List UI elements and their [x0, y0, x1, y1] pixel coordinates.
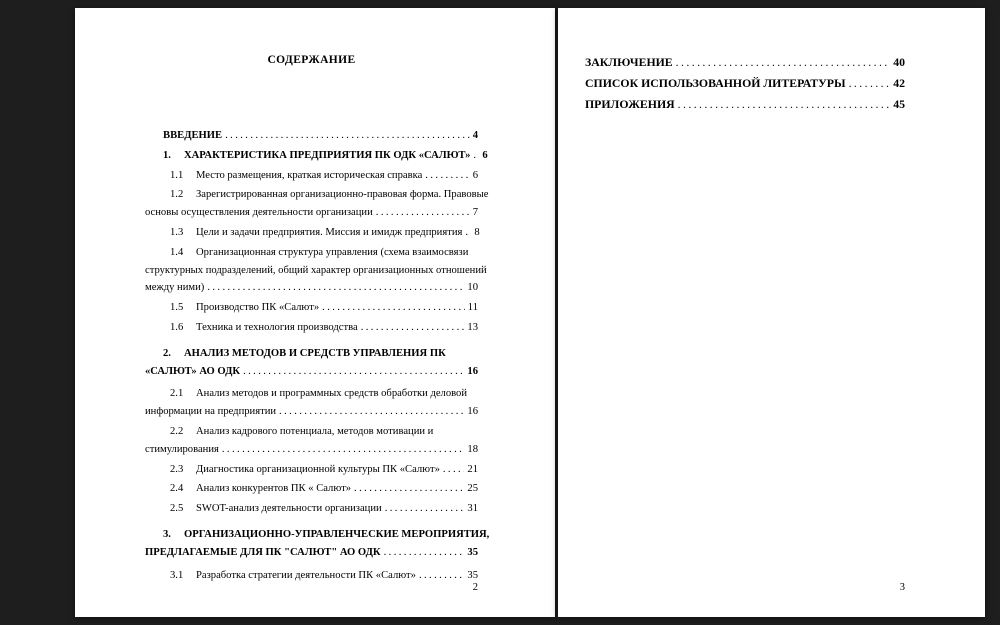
page-number-footer: 2: [472, 582, 478, 593]
dot-leader: [465, 224, 471, 242]
page-2[interactable]: [75, 8, 555, 617]
toc-entry-label: Техника и технология производства: [196, 321, 358, 333]
toc-entry-page: 45: [893, 97, 905, 111]
toc-entry-label: ЗАКЛЮЧЕНИЕ: [585, 55, 673, 69]
toc-entry[interactable]: [145, 224, 478, 242]
toc-entry-page: 16: [467, 365, 478, 377]
toc-entry-label: Зарегистрированная организационно-правовая форма. Правовые: [196, 189, 489, 201]
toc-entry-continuation[interactable]: [145, 204, 478, 222]
toc-entry-number: 1.2: [170, 189, 184, 201]
toc-entry-page: 8: [474, 226, 480, 238]
page-number-footer: 3: [899, 582, 905, 593]
toc-entry-number: 2.: [163, 347, 171, 359]
toc-entry-number: 2.1: [170, 388, 184, 400]
toc-entry-label: Анализ кадрового потенциала, методов мотивации и: [196, 425, 434, 437]
toc-entry-label: информации на предприятии: [145, 406, 277, 418]
toc-entry-page: 35: [467, 569, 478, 581]
toc-entry-label: Цели и задачи предприятия. Миссия и имидж предприятия: [196, 226, 463, 238]
toc-entry-label: АНАЛИЗ МЕТОДОВ И СРЕДСТВ УПРАВЛЕНИЯ ПК: [184, 347, 446, 359]
toc-entry-page: 13: [467, 321, 478, 333]
dot-leader: [222, 441, 465, 459]
toc-entry-number: 2.4: [170, 483, 184, 495]
dot-leader: [207, 279, 464, 297]
toc-entry-label: Производство ПК «Салют»: [196, 302, 320, 314]
toc-entry-label: основы осуществления деятельности организации: [145, 207, 373, 219]
toc-entry-page: 10: [467, 282, 478, 294]
toc-entry[interactable]: [145, 319, 478, 337]
toc-entry-label: СПИСОК ИСПОЛЬЗОВАННОЙ ЛИТЕРАТУРЫ: [585, 76, 846, 90]
toc-entry-label: ВВЕДЕНИЕ: [163, 130, 223, 141]
toc-entry-number: 3.1: [170, 569, 184, 581]
toc-entry-page: 31: [467, 503, 478, 515]
toc-entry-label: Разработка стратегии деятельности ПК «Салют»: [196, 569, 416, 581]
toc-entry-continuation[interactable]: [145, 403, 478, 421]
toc-entry-page: 40: [893, 55, 905, 69]
toc-entry[interactable]: [145, 480, 478, 498]
dot-leader: [361, 319, 465, 337]
toc-entry-continuation[interactable]: [145, 363, 478, 381]
toc-entry-label: между ними): [145, 282, 205, 294]
toc-entry-number: 1.3: [170, 226, 184, 238]
toc-entry-label: ПРИЛОЖЕНИЯ: [585, 97, 675, 111]
dot-leader: [385, 500, 465, 518]
dot-leader: [225, 127, 470, 145]
toc-entry-label: Место размещения, краткая историческая справка: [196, 169, 423, 181]
toc-entry-label: ПРЕДЛАГАЕМЫЕ ДЛЯ ПК "САЛЮТ" АО ОДК: [145, 546, 381, 558]
toc-entry[interactable]: [145, 299, 478, 317]
dot-leader: [443, 461, 465, 479]
toc-entry-label: Анализ конкурентов ПК « Салют»: [196, 483, 352, 495]
toc-entry-number: 2.2: [170, 425, 184, 437]
dot-leader: [354, 480, 464, 498]
dot-leader: [384, 544, 465, 562]
toc-title: СОДЕРЖАНИЕ: [267, 54, 356, 66]
dot-leader: [419, 567, 464, 585]
toc-entry-page: 21: [467, 463, 478, 475]
dot-leader: [322, 299, 465, 317]
toc-entry[interactable]: [145, 147, 488, 165]
toc-entry-number: 1.1: [170, 169, 184, 181]
toc-entry-label: ХАРАКТЕРИСТИКА ПРЕДПРИЯТИЯ ПК ОДК «САЛЮТ»: [184, 149, 471, 161]
toc-entry[interactable]: [145, 385, 478, 403]
toc-entry-label: стимулирования: [145, 443, 219, 455]
toc-entry-page: 25: [467, 483, 478, 495]
toc-entry[interactable]: [585, 73, 905, 94]
toc-entry-continuation[interactable]: [145, 279, 478, 297]
dot-leader: [676, 52, 891, 73]
toc-entry-label: Организационная структура управления (схема взаимосвязи: [196, 246, 469, 258]
toc-entry-continuation[interactable]: [145, 544, 478, 562]
toc-entry-page: 6: [472, 169, 478, 181]
dot-leader: [849, 73, 891, 94]
toc-entry-continuation[interactable]: [145, 262, 487, 280]
toc-entry[interactable]: [145, 423, 478, 441]
toc-list: [145, 125, 490, 584]
toc-entry-number: 1.: [163, 149, 171, 161]
toc-entry[interactable]: [145, 567, 478, 585]
dot-leader: [376, 204, 470, 222]
toc-entry[interactable]: [145, 500, 478, 518]
toc-entry[interactable]: [585, 52, 905, 73]
toc-entry[interactable]: [585, 94, 905, 115]
dot-leader: [425, 167, 469, 185]
toc-entry-label: «САЛЮТ» АО ОДК: [145, 365, 241, 377]
dot-leader: [279, 403, 464, 421]
toc-entry-page: 11: [467, 302, 478, 314]
dot-leader: [243, 363, 464, 381]
toc-entry-number: 2.5: [170, 503, 184, 515]
toc-entry-page: 6: [482, 149, 488, 161]
dot-leader: [678, 94, 891, 115]
toc-entry-number: 1.6: [170, 321, 184, 333]
toc-entry[interactable]: [145, 127, 478, 145]
toc-entry[interactable]: [145, 167, 478, 185]
toc-entry-page: 16: [467, 406, 478, 418]
toc-entry-label: ОРГАНИЗАЦИОННО-УПРАВЛЕНЧЕСКИЕ МЕРОПРИЯТИЯ,: [184, 528, 490, 540]
toc-entry-number: 1.4: [170, 246, 184, 258]
toc-entry[interactable]: [145, 345, 478, 363]
toc-entry-page: 7: [472, 207, 478, 219]
toc-entry[interactable]: [145, 461, 478, 479]
toc-entry[interactable]: [145, 186, 489, 204]
toc-entry-number: 1.5: [170, 302, 184, 314]
toc-entry-label: Диагностика организационной культуры ПК «Салют»: [196, 463, 440, 475]
toc-entry-number: 2.3: [170, 463, 184, 475]
toc-entry-page: 18: [467, 443, 478, 455]
toc-entry[interactable]: [145, 244, 478, 262]
toc-entry-page: 35: [467, 546, 478, 558]
toc-entry-page: 4: [472, 130, 478, 141]
toc-entry-label: SWOT-анализ деятельности организации: [196, 503, 382, 515]
toc-entry-continuation[interactable]: [145, 441, 478, 459]
page-3[interactable]: [558, 8, 985, 617]
toc-entry-label: Анализ методов и программных средств обработки деловой: [196, 388, 468, 400]
toc-list: [585, 52, 905, 115]
toc-entry[interactable]: [145, 526, 490, 544]
toc-entry-number: 3.: [163, 528, 171, 540]
toc-entry-page: 42: [893, 76, 905, 90]
dot-leader: [473, 147, 479, 165]
toc-entry-label: структурных подразделений, общий характер организационных отношений: [145, 264, 487, 276]
